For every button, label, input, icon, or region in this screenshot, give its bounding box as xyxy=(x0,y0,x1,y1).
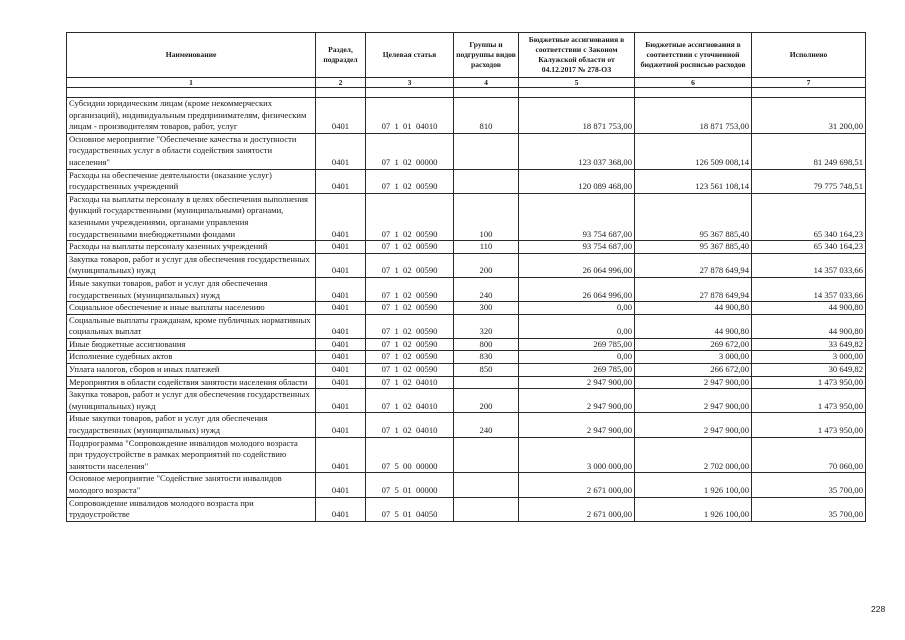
table-row xyxy=(67,169,866,193)
row-executed: 14 357 033,66 xyxy=(752,277,866,301)
row-refined-allocation: 44 900,80 xyxy=(635,302,752,315)
row-section: 0401 xyxy=(316,413,366,437)
table-row xyxy=(67,351,866,364)
row-executed: 3 000,00 xyxy=(752,351,866,364)
row-expense-group xyxy=(454,133,519,169)
row-name: Социальные выплаты гражданам, кроме публичных нормативных социальных выплат xyxy=(67,314,316,338)
row-name: Субсидии юридическим лицам (кроме некоммерческих организаций), индивидуальным предпринимателям, физическим лицам - производителям товаров, работ, услуг xyxy=(67,98,316,134)
row-name: Социальное обеспечение и иные выплаты населению xyxy=(67,302,316,315)
column-number: 7 xyxy=(752,78,866,88)
row-target-article: 07 1 02 00590 xyxy=(366,193,454,240)
row-section: 0401 xyxy=(316,351,366,364)
row-law-allocation: 26 064 996,00 xyxy=(519,253,635,277)
row-law-allocation: 18 871 753,00 xyxy=(519,98,635,134)
header-law-allocations: Бюджетные ассигнования в соответствии с Законом Калужской области от 04.12.2017 № 278-ОЗ xyxy=(519,33,635,78)
row-law-allocation: 0,00 xyxy=(519,302,635,315)
row-expense-group: 800 xyxy=(454,338,519,351)
row-target-article: 07 1 02 00590 xyxy=(366,364,454,377)
row-name: Расходы на обеспечение деятельности (оказание услуг) государственных учреждений xyxy=(67,169,316,193)
row-section: 0401 xyxy=(316,98,366,134)
table-row xyxy=(67,376,866,389)
header-expense-group: Группы и подгруппы видов расходов xyxy=(454,33,519,78)
row-refined-allocation: 3 000,00 xyxy=(635,351,752,364)
column-number: 2 xyxy=(316,78,366,88)
row-target-article: 07 5 01 04050 xyxy=(366,497,454,521)
row-refined-allocation: 1 926 100,00 xyxy=(635,497,752,521)
table-row xyxy=(67,253,866,277)
row-section: 0401 xyxy=(316,497,366,521)
row-law-allocation: 269 785,00 xyxy=(519,338,635,351)
row-executed: 65 340 164,23 xyxy=(752,193,866,240)
table-row xyxy=(67,413,866,437)
table-body xyxy=(67,88,866,522)
row-law-allocation: 0,00 xyxy=(519,314,635,338)
row-refined-allocation: 126 509 008,14 xyxy=(635,133,752,169)
row-section: 0401 xyxy=(316,302,366,315)
row-section: 0401 xyxy=(316,338,366,351)
row-expense-group: 110 xyxy=(454,241,519,254)
table-row xyxy=(67,473,866,497)
page-number: 228 xyxy=(871,604,886,614)
row-name: Основное мероприятие "Обеспечение качества и доступности государственных услуг в области содействия занятости населения" xyxy=(67,133,316,169)
column-number: 4 xyxy=(454,78,519,88)
row-target-article: 07 1 01 04010 xyxy=(366,98,454,134)
row-name: Уплата налогов, сборов и иных платежей xyxy=(67,364,316,377)
row-section: 0401 xyxy=(316,473,366,497)
row-law-allocation: 26 064 996,00 xyxy=(519,277,635,301)
table-row xyxy=(67,193,866,240)
column-number: 3 xyxy=(366,78,454,88)
table-row xyxy=(67,389,866,413)
row-law-allocation: 0,00 xyxy=(519,351,635,364)
row-law-allocation: 93 754 687,00 xyxy=(519,193,635,240)
header-executed: Исполнено xyxy=(752,33,866,78)
row-executed: 35 700,00 xyxy=(752,473,866,497)
row-name: Расходы на выплаты персоналу казенных учреждений xyxy=(67,241,316,254)
row-target-article: 07 1 02 00590 xyxy=(366,314,454,338)
row-executed: 81 249 698,51 xyxy=(752,133,866,169)
row-expense-group: 810 xyxy=(454,98,519,134)
row-refined-allocation: 1 926 100,00 xyxy=(635,473,752,497)
row-expense-group xyxy=(454,169,519,193)
header-target-article: Целевая статья xyxy=(366,33,454,78)
row-section: 0401 xyxy=(316,389,366,413)
row-executed: 79 775 748,51 xyxy=(752,169,866,193)
column-number-row xyxy=(67,78,866,88)
column-number: 5 xyxy=(519,78,635,88)
row-target-article: 07 1 02 04010 xyxy=(366,389,454,413)
spacer-row xyxy=(67,88,866,98)
row-name: Закупка товаров, работ и услуг для обеспечения государственных (муниципальных) нужд xyxy=(67,253,316,277)
row-name: Закупка товаров, работ и услуг для обеспечения государственных (муниципальных) нужд xyxy=(67,389,316,413)
row-target-article: 07 1 02 00590 xyxy=(366,169,454,193)
row-law-allocation: 2 947 900,00 xyxy=(519,376,635,389)
row-name: Иные бюджетные ассигнования xyxy=(67,338,316,351)
row-expense-group: 300 xyxy=(454,302,519,315)
row-expense-group: 830 xyxy=(454,351,519,364)
row-expense-group: 200 xyxy=(454,253,519,277)
table-row xyxy=(67,302,866,315)
row-refined-allocation: 18 871 753,00 xyxy=(635,98,752,134)
column-number: 6 xyxy=(635,78,752,88)
row-executed: 1 473 950,00 xyxy=(752,389,866,413)
row-law-allocation: 3 000 000,00 xyxy=(519,437,635,473)
row-refined-allocation: 2 947 900,00 xyxy=(635,376,752,389)
row-executed: 44 900,80 xyxy=(752,302,866,315)
row-section: 0401 xyxy=(316,169,366,193)
row-target-article: 07 1 02 00590 xyxy=(366,338,454,351)
row-name: Исполнение судебных актов xyxy=(67,351,316,364)
row-refined-allocation: 2 947 900,00 xyxy=(635,389,752,413)
row-executed: 35 700,00 xyxy=(752,497,866,521)
budget-table xyxy=(66,32,866,522)
row-executed: 14 357 033,66 xyxy=(752,253,866,277)
row-target-article: 07 1 02 04010 xyxy=(366,376,454,389)
row-executed: 1 473 950,00 xyxy=(752,413,866,437)
row-name: Основное мероприятие "Содействие занятости инвалидов молодого возраста" xyxy=(67,473,316,497)
row-section: 0401 xyxy=(316,376,366,389)
row-target-article: 07 1 02 00590 xyxy=(366,253,454,277)
row-executed: 65 340 164,23 xyxy=(752,241,866,254)
row-executed: 44 900,80 xyxy=(752,314,866,338)
row-expense-group xyxy=(454,376,519,389)
row-section: 0401 xyxy=(316,193,366,240)
row-refined-allocation: 44 900,80 xyxy=(635,314,752,338)
table-row xyxy=(67,241,866,254)
row-name: Иные закупки товаров, работ и услуг для обеспечения государственных (муниципальных) нужд xyxy=(67,277,316,301)
row-section: 0401 xyxy=(316,314,366,338)
row-refined-allocation: 269 672,00 xyxy=(635,338,752,351)
row-executed: 30 649,82 xyxy=(752,364,866,377)
row-target-article: 07 5 00 00000 xyxy=(366,437,454,473)
row-target-article: 07 5 01 00000 xyxy=(366,473,454,497)
row-target-article: 07 1 02 04010 xyxy=(366,413,454,437)
row-law-allocation: 120 089 468,00 xyxy=(519,169,635,193)
row-expense-group xyxy=(454,473,519,497)
row-name: Мероприятия в области содействия занятости населения области xyxy=(67,376,316,389)
row-executed: 33 649,82 xyxy=(752,338,866,351)
row-law-allocation: 269 785,00 xyxy=(519,364,635,377)
row-executed: 31 200,00 xyxy=(752,98,866,134)
row-executed: 1 473 950,00 xyxy=(752,376,866,389)
header-row xyxy=(67,33,866,78)
row-refined-allocation: 266 672,00 xyxy=(635,364,752,377)
row-expense-group xyxy=(454,497,519,521)
row-section: 0401 xyxy=(316,133,366,169)
row-refined-allocation: 27 878 649,94 xyxy=(635,253,752,277)
table-row xyxy=(67,497,866,521)
row-expense-group: 240 xyxy=(454,277,519,301)
row-expense-group: 200 xyxy=(454,389,519,413)
header-section: Раздел, подраздел xyxy=(316,33,366,78)
row-refined-allocation: 123 561 108,14 xyxy=(635,169,752,193)
table-row xyxy=(67,314,866,338)
header-refined-allocations: Бюджетные ассигнования в соответствии с уточненной бюджетной росписью расходов xyxy=(635,33,752,78)
table-row xyxy=(67,364,866,377)
row-name: Подпрограмма "Сопровождение инвалидов молодого возраста при трудоустройстве в рамках мероприятий по содействию занятости населения" xyxy=(67,437,316,473)
row-refined-allocation: 95 367 885,40 xyxy=(635,193,752,240)
row-section: 0401 xyxy=(316,364,366,377)
row-section: 0401 xyxy=(316,437,366,473)
row-target-article: 07 1 02 00590 xyxy=(366,241,454,254)
table-row xyxy=(67,338,866,351)
row-section: 0401 xyxy=(316,277,366,301)
row-refined-allocation: 27 878 649,94 xyxy=(635,277,752,301)
row-law-allocation: 2 671 000,00 xyxy=(519,473,635,497)
row-law-allocation: 2 671 000,00 xyxy=(519,497,635,521)
row-target-article: 07 1 02 00590 xyxy=(366,351,454,364)
table-row xyxy=(67,277,866,301)
row-target-article: 07 1 02 00000 xyxy=(366,133,454,169)
row-executed: 70 060,00 xyxy=(752,437,866,473)
row-target-article: 07 1 02 00590 xyxy=(366,302,454,315)
row-law-allocation: 93 754 687,00 xyxy=(519,241,635,254)
row-target-article: 07 1 02 00590 xyxy=(366,277,454,301)
row-expense-group: 240 xyxy=(454,413,519,437)
row-section: 0401 xyxy=(316,253,366,277)
table-row xyxy=(67,133,866,169)
row-law-allocation: 123 037 368,00 xyxy=(519,133,635,169)
row-expense-group xyxy=(454,437,519,473)
row-refined-allocation: 2 702 000,00 xyxy=(635,437,752,473)
table-row xyxy=(67,98,866,134)
row-name: Расходы на выплаты персоналу в целях обеспечения выполнения функций государственными (муниципальными) органами, казенными учреждениями, органами управления государственными внебюджетными фондами xyxy=(67,193,316,240)
column-number: 1 xyxy=(67,78,316,88)
row-expense-group: 850 xyxy=(454,364,519,377)
row-law-allocation: 2 947 900,00 xyxy=(519,389,635,413)
row-name: Сопровождение инвалидов молодого возраста при трудоустройстве xyxy=(67,497,316,521)
row-section: 0401 xyxy=(316,241,366,254)
row-expense-group: 320 xyxy=(454,314,519,338)
row-law-allocation: 2 947 900,00 xyxy=(519,413,635,437)
row-refined-allocation: 2 947 900,00 xyxy=(635,413,752,437)
row-name: Иные закупки товаров, работ и услуг для обеспечения государственных (муниципальных) нужд xyxy=(67,413,316,437)
header-name: Наименование xyxy=(67,33,316,78)
row-refined-allocation: 95 367 885,40 xyxy=(635,241,752,254)
table-row xyxy=(67,437,866,473)
row-expense-group: 100 xyxy=(454,193,519,240)
